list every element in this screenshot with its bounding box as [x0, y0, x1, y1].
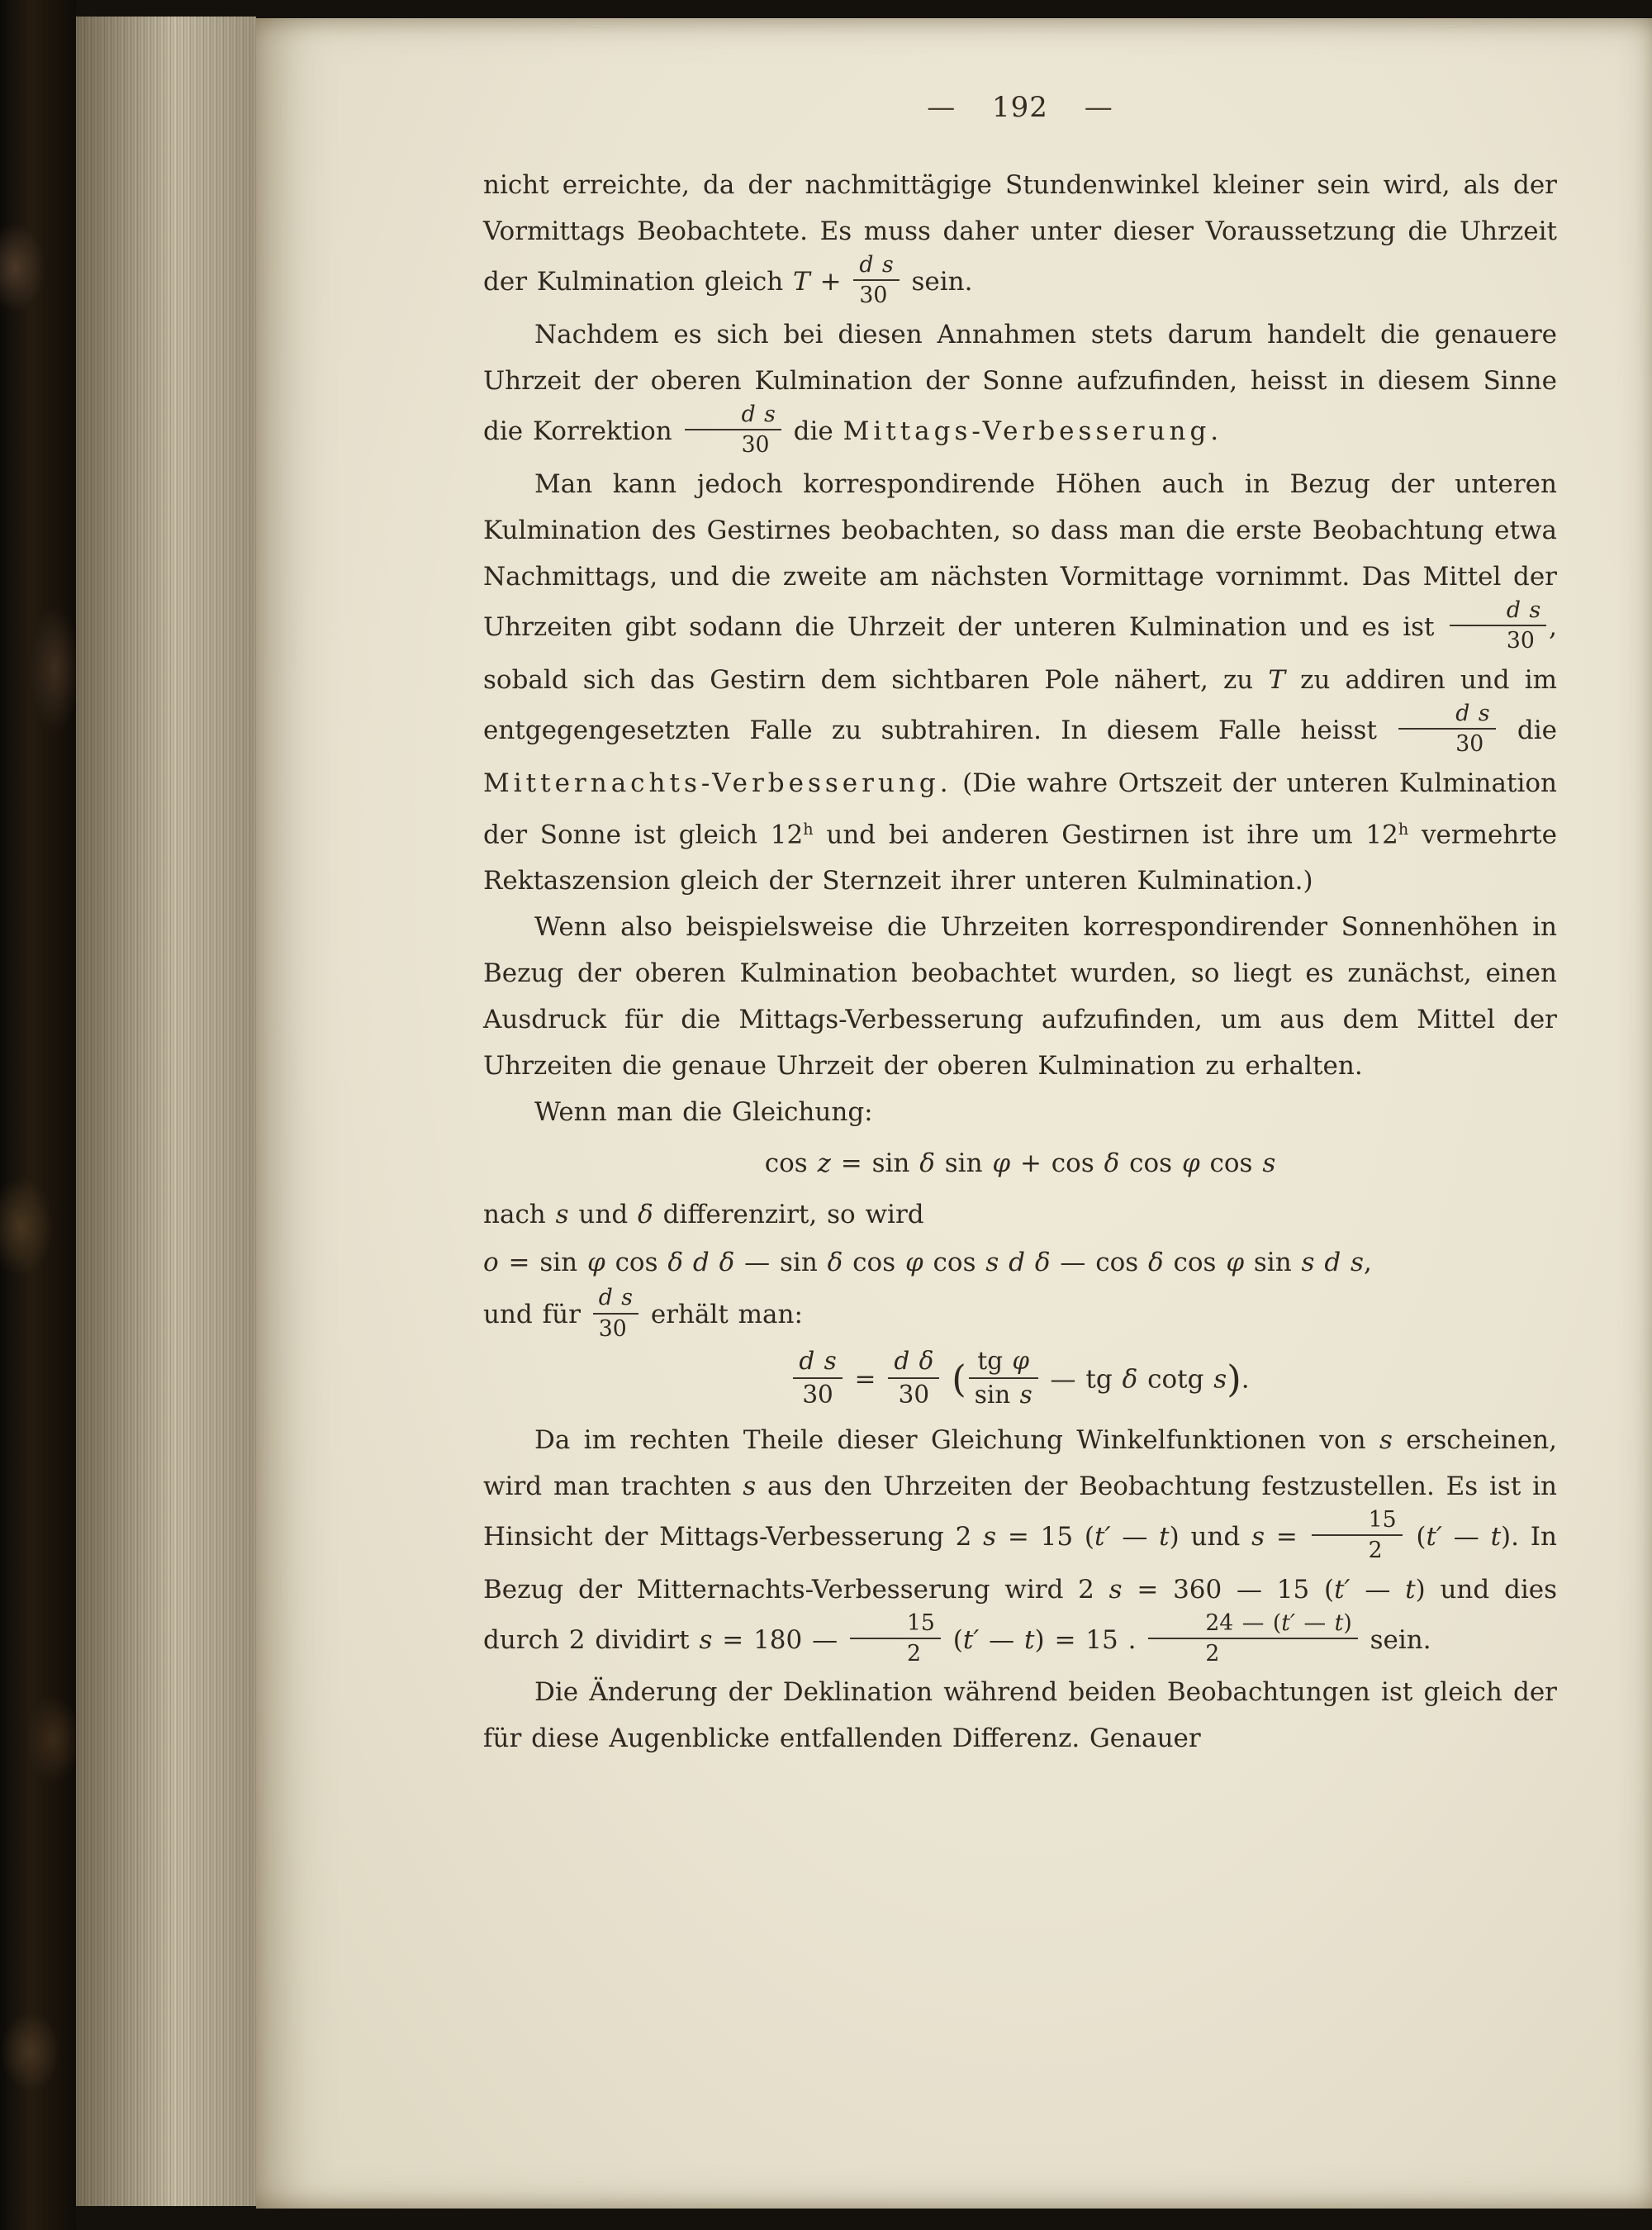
- variable: t: [1405, 1574, 1416, 1605]
- header-dash-right: —: [1084, 91, 1113, 124]
- fraction-denominator: [969, 1379, 1038, 1410]
- variable: d s: [799, 1347, 837, 1376]
- text-run: 30: [1455, 731, 1484, 758]
- fraction-numerator: [1450, 597, 1546, 626]
- fraction: [1309, 1507, 1405, 1564]
- fraction-denominator: [1312, 1536, 1403, 1563]
- text-run: (Die wahre Ortszeit der unteren Kulmination der Sonne ist gleich 12: [483, 768, 1557, 850]
- text-run: [683, 1248, 693, 1277]
- text-run: 2: [1205, 1640, 1220, 1667]
- paragraph: [483, 1669, 1557, 1762]
- text-block: [483, 91, 1557, 1762]
- text-run: 2: [906, 1640, 921, 1667]
- spaced-text: Mittags-Verbesserung.: [843, 416, 1223, 446]
- text-run: = 180 —: [712, 1624, 847, 1655]
- text-run: cos: [923, 1248, 986, 1278]
- book-spine: [0, 0, 76, 2230]
- text-run: =: [844, 1364, 886, 1395]
- book-page: [256, 18, 1652, 2209]
- text-run: = sin: [498, 1248, 587, 1278]
- fraction-denominator: [1398, 730, 1495, 757]
- text-run: 30: [1506, 628, 1535, 654]
- fraction: [591, 1285, 641, 1342]
- variable: s: [1301, 1248, 1315, 1278]
- text-run: ). In Bezug der Mitternachts-Verbesserung wird 2: [483, 1521, 1558, 1605]
- variable: t: [1159, 1521, 1170, 1552]
- fraction-numerator: [1398, 701, 1495, 730]
- text-run: [942, 1364, 952, 1394]
- text-run: — cos: [1050, 1248, 1148, 1278]
- text-run: differenzirt, so wird: [653, 1200, 924, 1230]
- text-run: aus den Uhrzeiten der Beobachtung festzustellen. Es ist in Hinsicht der Mittags-Verbesserung 2: [483, 1471, 1558, 1552]
- text-run: —: [1295, 1609, 1335, 1636]
- equation: [483, 1239, 1557, 1286]
- variable: T: [793, 266, 810, 297]
- text-run: +: [809, 266, 852, 297]
- fraction-denominator: [1148, 1639, 1357, 1667]
- fraction: [1396, 701, 1498, 758]
- fraction: [682, 402, 784, 459]
- paragraph: [483, 904, 1557, 1089]
- fraction: [1146, 1610, 1360, 1667]
- text-run: Wenn man die Gleichung:: [534, 1097, 873, 1128]
- paragraph: [483, 162, 1557, 311]
- fraction-numerator: [969, 1347, 1038, 1379]
- text-run: die: [783, 416, 843, 446]
- fraction: [966, 1347, 1041, 1410]
- text-run: erhält man:: [640, 1300, 803, 1330]
- variable: d s: [1506, 597, 1541, 623]
- text-run: nach: [483, 1200, 556, 1230]
- text-run: Wenn also beispielsweise die Uhrzeiten korrespondirender Sonnenhöhen in Bezug der oberen Kulmination beobachtet wurden, so liegt es zunächst, einen Ausdruck für die Mittags-Verbesserung aufzufinden, um aus dem Mittel der Uhrzeiten die genaue Uhrzeit der oberen Kulmination zu erhalten.: [483, 912, 1557, 1082]
- text-run: — sin: [734, 1248, 828, 1278]
- variable: φ: [587, 1248, 605, 1278]
- text-run: und: [568, 1200, 638, 1230]
- variable: t′: [1426, 1521, 1442, 1552]
- fraction-numerator: [1148, 1610, 1357, 1639]
- paragraph: [483, 311, 1557, 461]
- text-run: 30: [898, 1380, 930, 1409]
- paragraph: [483, 1089, 1557, 1135]
- page-header: [483, 91, 1557, 124]
- text-run: Man kann jedoch korrespondirende Höhen auch in Bezug der unteren Kulmination des Gestirnes beobachten, so dass man die erste Beobachtung etwa Nachmittags, und die zweite am nächsten Vormittage vornimmt. Das Mittel der Uhrzeiten gibt sodann die Uhrzeit der unteren Kulmination und es ist: [483, 468, 1557, 642]
- text-run: vermehrte Rektaszension gleich der Sternzeit ihrer unteren Kulmination.): [483, 820, 1557, 896]
- variable: t: [1024, 1624, 1035, 1655]
- variable: φ: [1012, 1347, 1030, 1376]
- superscript: h: [1398, 819, 1409, 839]
- variable: T: [1268, 664, 1286, 695]
- variable: φ: [1181, 1148, 1200, 1179]
- fraction-numerator: [850, 1610, 941, 1639]
- text-run: —: [979, 1624, 1025, 1655]
- text-run: —: [1110, 1521, 1160, 1552]
- variable: δ: [1148, 1248, 1164, 1278]
- superscript: h: [803, 819, 814, 839]
- fraction-denominator: [793, 1379, 842, 1410]
- variable: t′: [962, 1624, 980, 1655]
- text-run: 30: [802, 1380, 833, 1409]
- text-run: ) = 15 .: [1034, 1624, 1146, 1655]
- text-run: = sin: [830, 1148, 920, 1179]
- text-run: sin: [1244, 1248, 1302, 1278]
- text-run: 15: [1368, 1506, 1397, 1533]
- variable: δ: [1104, 1148, 1120, 1179]
- variable: s: [1213, 1364, 1227, 1395]
- fraction-numerator: [853, 252, 899, 281]
- text-run: [1314, 1248, 1324, 1277]
- paragraph: [483, 461, 1557, 904]
- text-run: 30: [598, 1315, 627, 1342]
- variable: s: [1108, 1574, 1123, 1605]
- text-run: cos: [1163, 1248, 1227, 1278]
- spaced-text: Mitternachts-Verbesserung.: [483, 768, 952, 798]
- text-run: .: [1241, 1364, 1250, 1395]
- fraction-numerator: [888, 1347, 939, 1379]
- paragraph: [483, 1417, 1557, 1670]
- variable: s: [699, 1624, 713, 1655]
- text-run: cos: [1199, 1148, 1263, 1179]
- fraction: [790, 1347, 844, 1410]
- text-run: = 15 (: [996, 1521, 1095, 1552]
- fraction-denominator: [1450, 626, 1546, 654]
- variable: d δ: [894, 1347, 934, 1376]
- text-run: und für: [483, 1300, 591, 1330]
- text-run: 24 — (: [1205, 1609, 1282, 1636]
- paragraph: [483, 1191, 1557, 1238]
- variable: s: [1262, 1148, 1276, 1179]
- text-run: und bei anderen Gestirnen ist ihre um 12: [813, 820, 1398, 850]
- variable: φ: [904, 1248, 923, 1278]
- fraction: [1447, 597, 1549, 654]
- text-run: (: [942, 1624, 963, 1655]
- text-run: 30: [741, 432, 770, 459]
- variable: s: [1019, 1380, 1032, 1409]
- text-run: —: [1441, 1521, 1491, 1552]
- text-run: Da im rechten Theile dieser Gleichung Winkelfunktionen von: [534, 1424, 1379, 1455]
- variable: δ: [1122, 1364, 1138, 1395]
- text-run: + cos: [1010, 1148, 1104, 1179]
- variable: s: [1379, 1424, 1393, 1455]
- text-run: cos: [843, 1248, 905, 1278]
- fraction-denominator: [685, 430, 781, 458]
- variable: d s: [1455, 700, 1490, 726]
- text-run: —: [1350, 1574, 1406, 1605]
- text-run: Die Änderung der Deklination während beiden Beobachtungen ist gleich der für diese Augenblicke entfallenden Differenz. Genauer: [483, 1677, 1557, 1754]
- text-run: nicht erreichte, da der nachmittägige Stundenwinkel kleiner sein wird, als der Vormittags Beobachtete. Es muss daher unter dieser Voraussetzung die Uhrzeit der Kulmination gleich: [483, 170, 1557, 297]
- page-number: 192: [992, 91, 1048, 124]
- variable: δ: [638, 1200, 653, 1230]
- header-dash-left: —: [927, 91, 957, 124]
- big-paren: (: [952, 1357, 966, 1401]
- fraction-numerator: [685, 402, 781, 430]
- variable: o: [483, 1248, 499, 1278]
- text-run: die: [1498, 715, 1557, 745]
- text-run: cos: [764, 1148, 818, 1179]
- text-run: cotg: [1137, 1364, 1214, 1395]
- text-run: cos: [1119, 1148, 1182, 1179]
- text-run: sin: [934, 1148, 993, 1179]
- variable: s: [985, 1248, 999, 1278]
- variable: d s: [859, 252, 894, 278]
- variable: δ: [827, 1248, 843, 1278]
- fraction-denominator: [888, 1379, 939, 1410]
- text-run: zu addiren und im entgegengesetzten Falle zu subtrahiren. In diesem Falle heisst: [483, 664, 1558, 745]
- variable: z: [817, 1148, 831, 1179]
- equation: [483, 1140, 1557, 1186]
- page-content: [483, 162, 1557, 1762]
- variable: s: [1251, 1521, 1265, 1552]
- text-run: 2: [1368, 1538, 1383, 1564]
- variable: d s: [1324, 1248, 1364, 1278]
- text-run: ) und: [1169, 1521, 1252, 1552]
- text-run: = 360 — 15 (: [1122, 1574, 1335, 1605]
- text-run: sin: [974, 1380, 1020, 1409]
- fraction: [851, 252, 901, 309]
- fraction-denominator: [853, 281, 899, 308]
- variable: d s: [741, 401, 776, 427]
- text-run: erscheinen, wird man trachten: [483, 1424, 1557, 1501]
- equation: [483, 1349, 1557, 1412]
- variable: t′: [1094, 1521, 1111, 1552]
- text-run: cos: [605, 1248, 668, 1278]
- big-paren: ): [1227, 1357, 1241, 1401]
- text-run: (: [1404, 1521, 1427, 1552]
- fraction: [847, 1610, 943, 1667]
- paragraph: [483, 1287, 1557, 1344]
- text-run: Nachdem es sich bei diesen Annahmen stets darum handelt die genauere Uhrzeit der oberen Kulmination der Sonne aufzufinden, heisst in diesem Sinne die Korrektion: [483, 319, 1557, 446]
- variable: φ: [1226, 1248, 1245, 1278]
- fraction-numerator: [1312, 1507, 1403, 1536]
- variable: t′: [1281, 1609, 1295, 1636]
- text-run: sein.: [901, 266, 973, 297]
- fraction: [885, 1347, 942, 1410]
- variable: δ: [667, 1248, 684, 1278]
- variable: φ: [992, 1148, 1011, 1179]
- text-run: tg: [977, 1347, 1013, 1376]
- variable: s: [743, 1471, 757, 1501]
- fraction-denominator: [850, 1639, 941, 1667]
- fraction-numerator: [593, 1285, 638, 1314]
- text-run: sein.: [1360, 1624, 1431, 1655]
- fraction-numerator: [793, 1347, 842, 1379]
- variable: d δ: [1009, 1248, 1051, 1278]
- text-run: ): [1343, 1609, 1352, 1636]
- text-run: =: [1265, 1521, 1309, 1552]
- variable: s: [983, 1521, 997, 1552]
- text-run: ,: [1363, 1248, 1372, 1278]
- text-run: , sobald sich das Gestirn dem sichtbaren Pole nähert, zu: [483, 611, 1557, 695]
- text-run: 15: [906, 1609, 935, 1636]
- text-run: [999, 1248, 1009, 1277]
- variable: d δ: [692, 1248, 735, 1278]
- text-run: ) und dies durch 2 dividirt: [483, 1574, 1557, 1655]
- variable: t: [1334, 1609, 1344, 1636]
- variable: δ: [919, 1148, 935, 1179]
- text-run: — tg: [1040, 1364, 1123, 1395]
- variable: s: [555, 1200, 569, 1230]
- text-run: 30: [859, 283, 888, 309]
- fraction-denominator: [593, 1315, 638, 1342]
- variable: t: [1490, 1521, 1502, 1552]
- variable: t′: [1334, 1574, 1351, 1605]
- variable: d s: [598, 1285, 633, 1311]
- page-edges: [76, 17, 256, 2206]
